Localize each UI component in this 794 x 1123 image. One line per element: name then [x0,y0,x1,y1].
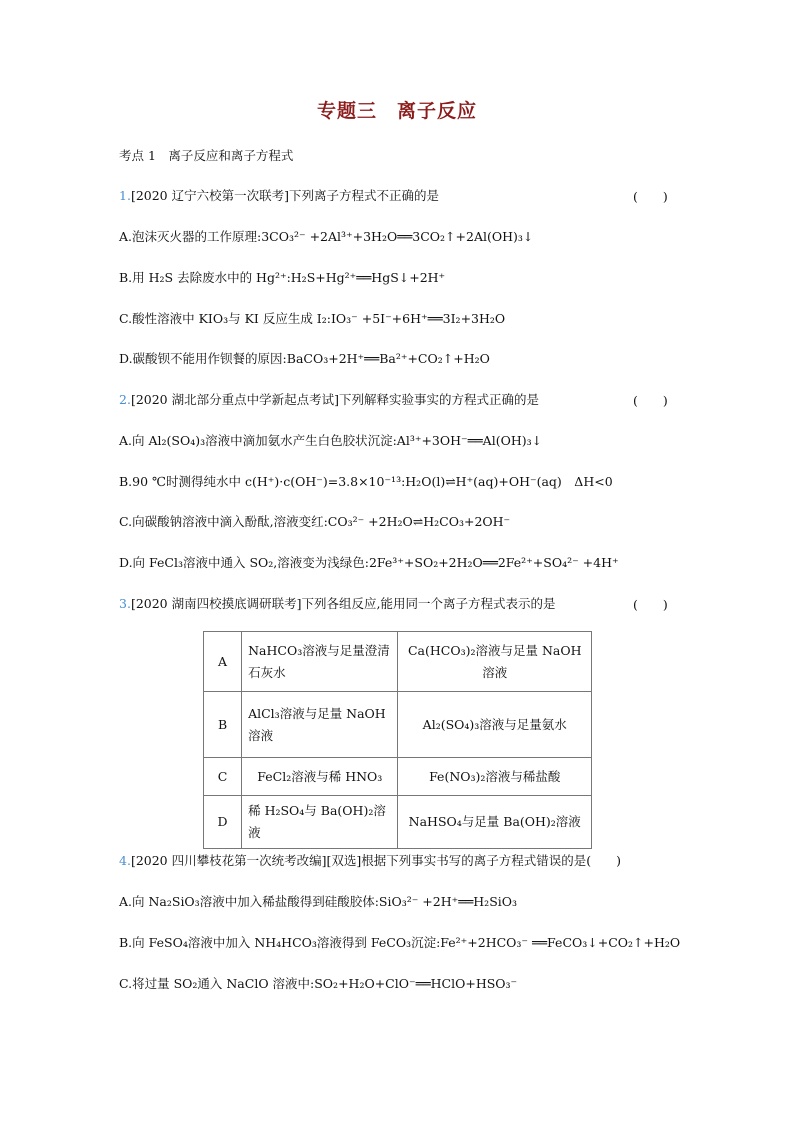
question-text: [2020 辽宁六校第一次联考]下列离子方程式不正确的是 [130,188,439,203]
row-label: D [204,796,242,849]
question-text: [2020 湖北部分重点中学新起点考试]下列解释实验事实的方程式正确的是 [130,392,539,407]
right-cell: Fe(NO₃)₂溶液与稀盐酸 [398,758,592,796]
table-row [204,632,592,692]
left-cell: AlCl₃溶液与足量 NaOH溶液 [242,692,398,758]
option-a: A.向 Na₂SiO₃溶液中加入稀盐酸得到硅酸胶体:SiO₃²⁻ +2H⁺══H₂SiO₃ [119,894,518,909]
option-a: A.向 Al₂(SO₄)₃溶液中滴加氨水产生白色胶状沉淀:Al³⁺+3OH⁻══Al(OH)₃↓ [119,433,543,448]
option-a: A.泡沫灭火器的工作原理:3CO₃²⁻ +2Al³⁺+3H₂O══3CO₂↑+2Al(OH)₃↓ [119,229,534,244]
row-label: C [204,758,242,796]
row-label: A [204,632,242,692]
answer-paren: ( ) [633,393,668,408]
option-d: D.向 FeCl₃溶液中通入 SO₂,溶液变为浅绿色:2Fe³⁺+SO₂+2H₂O══2Fe²⁺+SO₄²⁻ +4H⁺ [119,555,619,570]
option-b: B.用 H₂S 去除废水中的 Hg²⁺:H₂S+Hg²⁺══HgS↓+2H⁺ [119,270,446,285]
question-1 [119,187,439,205]
left-cell: 稀 H₂SO₄与 Ba(OH)₂溶液 [242,796,398,849]
section-heading: 考点 1 离子反应和离子方程式 [119,148,294,163]
right-cell: NaHSO₄与足量 Ba(OH)₂溶液 [398,796,592,849]
question-number: 4. [119,853,131,868]
left-cell: FeCl₂溶液与稀 HNO₃ [242,758,398,796]
answer-paren: ( ) [633,597,668,612]
question-4 [119,852,621,870]
table-row [204,796,592,849]
option-b: B.向 FeSO₄溶液中加入 NH₄HCO₃溶液得到 FeCO₃沉淀:Fe²⁺+2HCO₃⁻ ══FeCO₃↓+CO₂↑+H₂O [119,935,681,950]
table-row [204,758,592,796]
right-cell: Al₂(SO₄)₃溶液与足量氨水 [398,692,592,758]
question-text: [2020 湖南四校摸底调研联考]下列各组反应,能用同一个离子方程式表示的是 [130,596,556,611]
option-c: C.酸性溶液中 KIO₃与 KI 反应生成 I₂:IO₃⁻ +5I⁻+6H⁺══3I₂+3H₂O [119,311,506,326]
question-number: 1. [119,188,131,203]
option-d: D.碳酸钡不能用作钡餐的原因:BaCO₃+2H⁺══Ba²⁺+CO₂↑+H₂O [119,351,490,366]
question-2 [119,391,539,409]
option-b: B.90 ℃时测得纯水中 c(H⁺)·c(OH⁻)=3.8×10⁻¹³:H₂O(l)⇌H⁺(aq)+OH⁻(aq) ΔH<0 [119,474,613,489]
answer-paren: ( ) [633,189,668,204]
question-3 [119,595,555,613]
page-title: 专题三 离子反应 [316,100,477,122]
option-c: C.向碳酸钠溶液中滴入酚酞,溶液变红:CO₃²⁻ +2H₂O⇌H₂CO₃+2OH⁻ [119,514,511,529]
right-cell: Ca(HCO₃)₂溶液与足量 NaOH 溶液 [398,632,592,692]
options-table [203,631,592,849]
row-label: B [204,692,242,758]
question-number: 2. [119,392,131,407]
left-cell: NaHCO₃溶液与足量澄清石灰水 [242,632,398,692]
question-text: [2020 四川攀枝花第一次统考改编][双选]根据下列事实书写的离子方程式错误的是( ) [130,853,621,868]
question-number: 3. [119,596,131,611]
table-row [204,692,592,758]
option-c: C.将过量 SO₂通入 NaClO 溶液中:SO₂+H₂O+ClO⁻══HClO+HSO₃⁻ [119,976,518,991]
